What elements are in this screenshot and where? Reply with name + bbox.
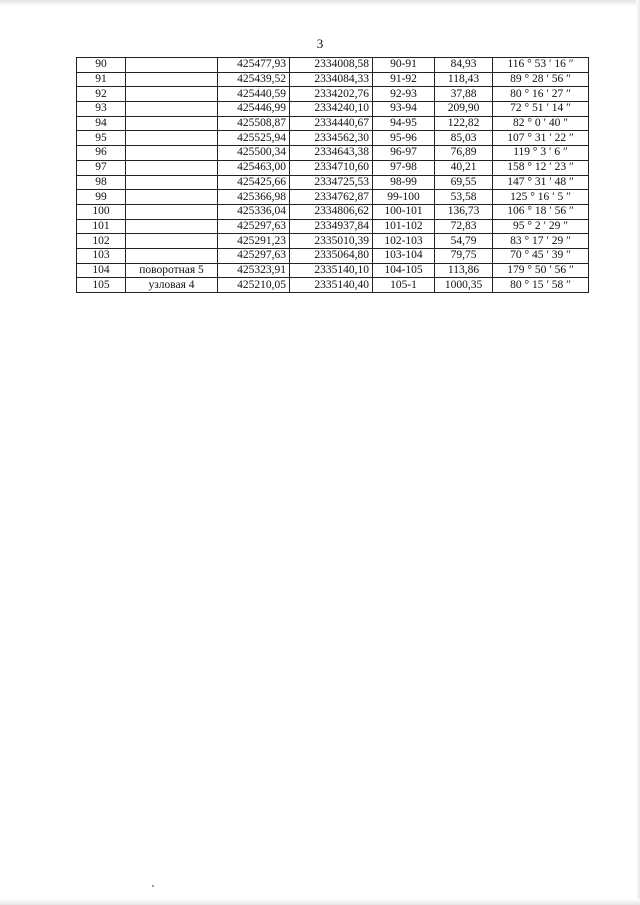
- scan-speck: [152, 885, 154, 887]
- point-number-cell: 93: [77, 102, 126, 117]
- x-coordinate-cell: 425297,63: [218, 219, 290, 234]
- y-coordinate-cell: 2334725,53: [290, 175, 373, 190]
- segment-cell: 99-100: [373, 190, 435, 205]
- segment-cell: 96-97: [373, 146, 435, 161]
- point-type-cell: [126, 219, 218, 234]
- segment-cell: 92-93: [373, 87, 435, 102]
- length-cell: 72,83: [435, 219, 493, 234]
- segment-cell: 104-105: [373, 263, 435, 278]
- length-cell: 113,86: [435, 263, 493, 278]
- scan-edge-top: [0, 0, 640, 6]
- x-coordinate-cell: 425425,66: [218, 175, 290, 190]
- point-number-cell: 96: [77, 146, 126, 161]
- angle-cell: 72 ° 51 ′ 14 ″: [493, 102, 589, 117]
- x-coordinate-cell: 425446,99: [218, 102, 290, 117]
- length-cell: 79,75: [435, 248, 493, 263]
- point-number-cell: 100: [77, 204, 126, 219]
- point-type-cell: [126, 190, 218, 205]
- table-row: [77, 131, 589, 146]
- table-row: [77, 234, 589, 249]
- angle-cell: 147 ° 31 ′ 48 ″: [493, 175, 589, 190]
- x-coordinate-cell: 425336,04: [218, 204, 290, 219]
- point-number-cell: 103: [77, 248, 126, 263]
- table-row: [77, 248, 589, 263]
- x-coordinate-cell: 425508,87: [218, 116, 290, 131]
- x-coordinate-cell: 425297,63: [218, 248, 290, 263]
- angle-cell: 70 ° 45 ′ 39 ″: [493, 248, 589, 263]
- length-cell: 76,89: [435, 146, 493, 161]
- y-coordinate-cell: 2334643,38: [290, 146, 373, 161]
- x-coordinate-cell: 425477,93: [218, 58, 290, 73]
- angle-cell: 83 ° 17 ′ 29 ″: [493, 234, 589, 249]
- segment-cell: 101-102: [373, 219, 435, 234]
- y-coordinate-cell: 2334937,84: [290, 219, 373, 234]
- x-coordinate-cell: 425366,98: [218, 190, 290, 205]
- point-number-cell: 92: [77, 87, 126, 102]
- point-number-cell: 104: [77, 263, 126, 278]
- point-type-cell: поворотная 5: [126, 263, 218, 278]
- point-number-cell: 99: [77, 190, 126, 205]
- segment-cell: 102-103: [373, 234, 435, 249]
- angle-cell: 89 ° 28 ′ 56 ″: [493, 72, 589, 87]
- y-coordinate-cell: 2334762,87: [290, 190, 373, 205]
- segment-cell: 98-99: [373, 175, 435, 190]
- point-number-cell: 105: [77, 278, 126, 293]
- point-type-cell: [126, 146, 218, 161]
- length-cell: 69,55: [435, 175, 493, 190]
- angle-cell: 80 ° 16 ′ 27 ″: [493, 87, 589, 102]
- point-number-cell: 90: [77, 58, 126, 73]
- table-row: [77, 190, 589, 205]
- table-row: [77, 219, 589, 234]
- angle-cell: 116 ° 53 ′ 16 ″: [493, 58, 589, 73]
- length-cell: 209,90: [435, 102, 493, 117]
- length-cell: 122,82: [435, 116, 493, 131]
- length-cell: 136,73: [435, 204, 493, 219]
- angle-cell: 82 ° 0 ′ 40 ″: [493, 116, 589, 131]
- table-row: [77, 160, 589, 175]
- table-row: [77, 204, 589, 219]
- point-type-cell: узловая 4: [126, 278, 218, 293]
- y-coordinate-cell: 2335010,39: [290, 234, 373, 249]
- length-cell: 118,43: [435, 72, 493, 87]
- y-coordinate-cell: 2334008,58: [290, 58, 373, 73]
- length-cell: 84,93: [435, 58, 493, 73]
- angle-cell: 158 ° 12 ′ 23 ″: [493, 160, 589, 175]
- angle-cell: 119 ° 3 ′ 6 ″: [493, 146, 589, 161]
- x-coordinate-cell: 425440,59: [218, 87, 290, 102]
- coordinates-table: [76, 57, 589, 293]
- point-type-cell: [126, 204, 218, 219]
- point-type-cell: [126, 72, 218, 87]
- point-type-cell: [126, 131, 218, 146]
- y-coordinate-cell: 2334440,67: [290, 116, 373, 131]
- x-coordinate-cell: 425210,05: [218, 278, 290, 293]
- segment-cell: 94-95: [373, 116, 435, 131]
- table-row: [77, 58, 589, 73]
- segment-cell: 103-104: [373, 248, 435, 263]
- segment-cell: 90-91: [373, 58, 435, 73]
- point-number-cell: 94: [77, 116, 126, 131]
- y-coordinate-cell: 2335064,80: [290, 248, 373, 263]
- segment-cell: 105-1: [373, 278, 435, 293]
- page-number: 3: [316, 36, 324, 51]
- point-number-cell: 101: [77, 219, 126, 234]
- angle-cell: 80 ° 15 ′ 58 ″: [493, 278, 589, 293]
- y-coordinate-cell: 2334562,30: [290, 131, 373, 146]
- point-type-cell: [126, 160, 218, 175]
- segment-cell: 97-98: [373, 160, 435, 175]
- point-number-cell: 91: [77, 72, 126, 87]
- point-type-cell: [126, 175, 218, 190]
- point-type-cell: [126, 87, 218, 102]
- y-coordinate-cell: 2334202,76: [290, 87, 373, 102]
- point-type-cell: [126, 234, 218, 249]
- coordinates-table-body: [77, 58, 589, 293]
- table-row: [77, 87, 589, 102]
- segment-cell: 93-94: [373, 102, 435, 117]
- segment-cell: 95-96: [373, 131, 435, 146]
- table-row: [77, 278, 589, 293]
- angle-cell: 179 ° 50 ′ 56 ″: [493, 263, 589, 278]
- angle-cell: 125 ° 16 ′ 5 ″: [493, 190, 589, 205]
- x-coordinate-cell: 425439,52: [218, 72, 290, 87]
- angle-cell: 107 ° 31 ′ 22 ″: [493, 131, 589, 146]
- segment-cell: 100-101: [373, 204, 435, 219]
- length-cell: 85,03: [435, 131, 493, 146]
- point-number-cell: 97: [77, 160, 126, 175]
- point-type-cell: [126, 58, 218, 73]
- angle-cell: 95 ° 2 ′ 29 ″: [493, 219, 589, 234]
- length-cell: 53,58: [435, 190, 493, 205]
- table-row: [77, 263, 589, 278]
- y-coordinate-cell: 2334806,62: [290, 204, 373, 219]
- y-coordinate-cell: 2335140,40: [290, 278, 373, 293]
- table-row: [77, 72, 589, 87]
- point-type-cell: [126, 248, 218, 263]
- angle-cell: 106 ° 18 ′ 56 ″: [493, 204, 589, 219]
- y-coordinate-cell: 2334710,60: [290, 160, 373, 175]
- y-coordinate-cell: 2335140,10: [290, 263, 373, 278]
- x-coordinate-cell: 425463,00: [218, 160, 290, 175]
- table-row: [77, 116, 589, 131]
- length-cell: 40,21: [435, 160, 493, 175]
- x-coordinate-cell: 425291,23: [218, 234, 290, 249]
- segment-cell: 91-92: [373, 72, 435, 87]
- length-cell: 37,88: [435, 87, 493, 102]
- point-number-cell: 102: [77, 234, 126, 249]
- table-row: [77, 175, 589, 190]
- point-type-cell: [126, 102, 218, 117]
- point-number-cell: 95: [77, 131, 126, 146]
- point-number-cell: 98: [77, 175, 126, 190]
- x-coordinate-cell: 425525,94: [218, 131, 290, 146]
- scan-edge-right: [636, 0, 640, 905]
- length-cell: 1000,35: [435, 278, 493, 293]
- x-coordinate-cell: 425500,34: [218, 146, 290, 161]
- point-type-cell: [126, 116, 218, 131]
- y-coordinate-cell: 2334240,10: [290, 102, 373, 117]
- y-coordinate-cell: 2334084,33: [290, 72, 373, 87]
- x-coordinate-cell: 425323,91: [218, 263, 290, 278]
- scan-edge-bottom: [0, 899, 640, 905]
- length-cell: 54,79: [435, 234, 493, 249]
- table-row: [77, 146, 589, 161]
- table-row: [77, 102, 589, 117]
